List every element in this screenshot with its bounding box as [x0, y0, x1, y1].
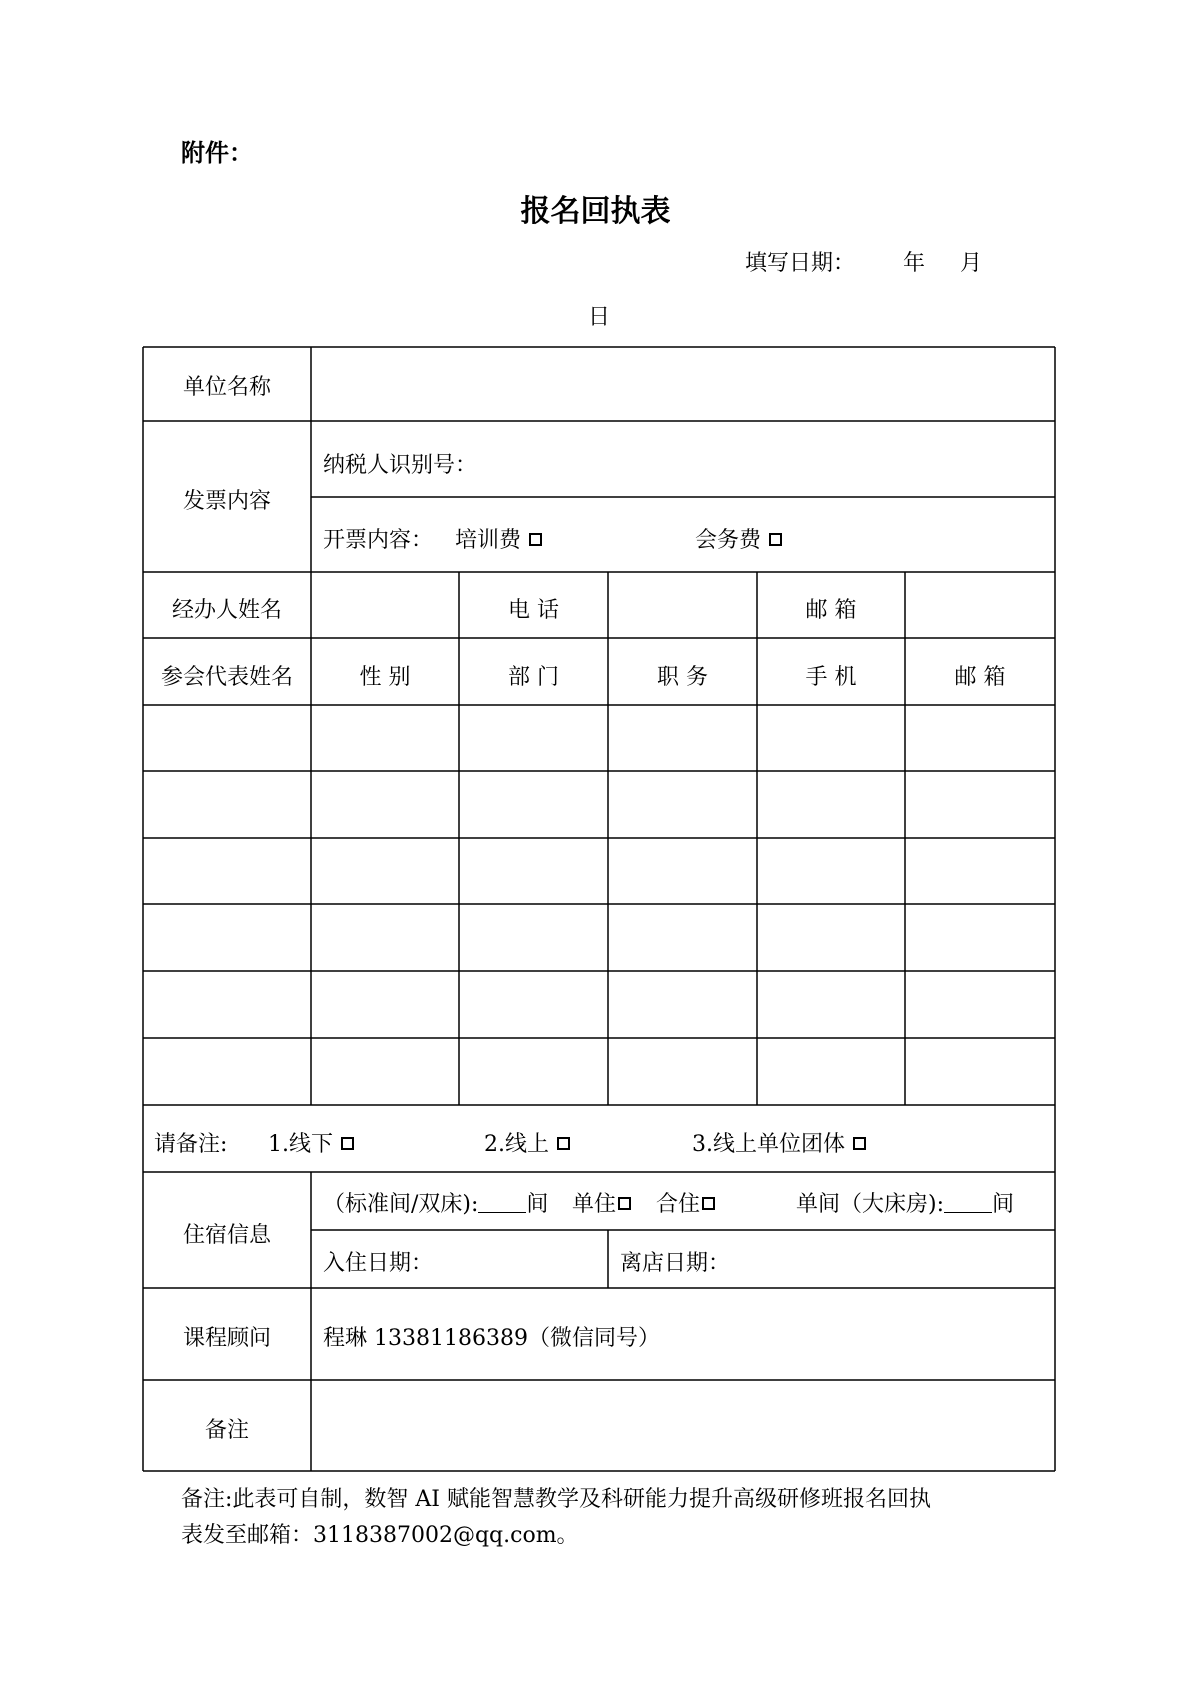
option-online-group[interactable]	[692, 1127, 866, 1158]
single-room-label: 单间（大床房):	[796, 1192, 944, 1217]
shared-occupancy-checkbox[interactable]	[702, 1197, 715, 1210]
shared-occupancy-option[interactable]	[656, 1187, 715, 1218]
delegate-header-name: 参会代表姓名	[160, 665, 293, 690]
delegate-cell[interactable]	[313, 1040, 457, 1102]
unit-name-label: 单位名称	[182, 375, 271, 400]
invoice-option-conference[interactable]	[695, 523, 782, 554]
invoice-label: 发票内容	[182, 489, 271, 514]
option-online-group-label: 3.线上单位团体	[692, 1132, 845, 1157]
delegate-header-email: 邮 箱	[954, 665, 1006, 690]
unit-name-field[interactable]	[313, 349, 1053, 419]
handler-phone-label: 电 话	[508, 598, 559, 623]
checkin-date-label: 入住日期：	[323, 1251, 434, 1276]
delegate-cell[interactable]	[759, 773, 903, 835]
remark-options-label: 请备注:	[154, 1132, 228, 1157]
remark-label: 备注	[204, 1418, 249, 1443]
delegate-cell[interactable]	[145, 840, 309, 902]
online-group-checkbox[interactable]	[853, 1137, 866, 1150]
handler-email-label: 邮 箱	[805, 598, 857, 623]
course-advisor-label: 课程顾问	[182, 1326, 271, 1351]
delegate-cell[interactable]	[610, 773, 755, 835]
single-occupancy-label: 单住	[572, 1192, 617, 1217]
delegate-cell[interactable]	[461, 973, 606, 1035]
option-online-label: 2.线上	[484, 1132, 549, 1157]
option-offline-label: 1.线下	[268, 1132, 333, 1157]
delegate-cell[interactable]	[461, 773, 606, 835]
delegate-cell[interactable]	[759, 1040, 903, 1102]
delegate-cell[interactable]	[907, 707, 1053, 769]
delegate-cell[interactable]	[145, 906, 309, 968]
conference-fee-checkbox[interactable]	[769, 533, 782, 546]
fill-date-day: 日	[588, 305, 611, 330]
footer-note-line2: 表发至邮箱：3118387002@qq.com。	[181, 1523, 579, 1548]
delegate-cell[interactable]	[145, 973, 309, 1035]
standard-room-label: （标准间/双床):	[323, 1192, 479, 1217]
delegate-cell[interactable]	[610, 1040, 755, 1102]
delegate-cell[interactable]	[145, 773, 309, 835]
delegate-cell[interactable]	[907, 1040, 1053, 1102]
delegate-cell[interactable]	[610, 840, 755, 902]
delegate-cell[interactable]	[145, 1040, 309, 1102]
checkout-date-label: 离店日期：	[620, 1251, 731, 1276]
standard-room-unit: 间	[526, 1192, 549, 1217]
delegate-cell[interactable]	[313, 973, 457, 1035]
single-occupancy-option[interactable]	[572, 1187, 631, 1218]
invoice-option-conference-label: 会务费	[695, 528, 762, 553]
delegate-cell[interactable]	[313, 773, 457, 835]
delegate-cell[interactable]	[610, 707, 755, 769]
fill-date-year: 年	[903, 251, 926, 276]
fill-date-month: 月	[960, 251, 983, 276]
delegate-cell[interactable]	[759, 973, 903, 1035]
delegate-cell[interactable]	[313, 840, 457, 902]
delegate-cell[interactable]	[907, 906, 1053, 968]
single-room-count-field[interactable]	[944, 1194, 992, 1213]
delegate-cell[interactable]	[759, 906, 903, 968]
delegate-cell[interactable]	[907, 773, 1053, 835]
attachment-label: 附件：	[181, 139, 253, 167]
delegate-header-mobile: 手 机	[805, 665, 857, 690]
fill-date-label: 填写日期：	[745, 251, 856, 276]
option-offline[interactable]	[268, 1127, 354, 1158]
invoice-option-training[interactable]	[455, 523, 542, 554]
delegate-header-position: 职 务	[657, 665, 708, 690]
handler-name-label: 经办人姓名	[171, 598, 282, 623]
online-checkbox[interactable]	[557, 1137, 570, 1150]
shared-occupancy-label: 合住	[656, 1192, 701, 1217]
footer-note-line1: 备注:此表可自制，数智 AI 赋能智慧教学及科研能力提升高级研修班报名回执	[181, 1487, 931, 1512]
delegate-cell[interactable]	[759, 840, 903, 902]
page-title: 报名回执表	[520, 194, 671, 229]
invoice-content-label: 开票内容：	[323, 528, 434, 553]
course-advisor-value: 程琳 13381186389（微信同号）	[323, 1326, 660, 1351]
delegate-cell[interactable]	[759, 707, 903, 769]
delegate-cell[interactable]	[461, 840, 606, 902]
training-fee-checkbox[interactable]	[529, 533, 542, 546]
single-room-line	[796, 1187, 1014, 1218]
remark-field[interactable]	[313, 1382, 1053, 1469]
delegate-cell[interactable]	[610, 973, 755, 1035]
delegate-header-department: 部 门	[508, 665, 559, 690]
delegate-cell[interactable]	[907, 973, 1053, 1035]
invoice-option-training-label: 培训费	[455, 528, 522, 553]
delegate-cell[interactable]	[461, 906, 606, 968]
single-room-unit: 间	[992, 1192, 1015, 1217]
offline-checkbox[interactable]	[341, 1137, 354, 1150]
delegate-cell[interactable]	[461, 707, 606, 769]
delegate-cell[interactable]	[610, 906, 755, 968]
tax-id-label: 纳税人识别号：	[323, 453, 478, 478]
delegate-cell[interactable]	[461, 1040, 606, 1102]
accommodation-label: 住宿信息	[182, 1223, 271, 1248]
single-occupancy-checkbox[interactable]	[618, 1197, 631, 1210]
delegate-cell[interactable]	[313, 707, 457, 769]
standard-room-line	[323, 1187, 548, 1218]
delegate-cell[interactable]	[907, 840, 1053, 902]
delegate-cell[interactable]	[145, 707, 309, 769]
option-online[interactable]	[484, 1127, 570, 1158]
standard-room-count-field[interactable]	[478, 1194, 526, 1213]
delegate-header-gender: 性 别	[359, 665, 411, 690]
delegate-cell[interactable]	[313, 906, 457, 968]
